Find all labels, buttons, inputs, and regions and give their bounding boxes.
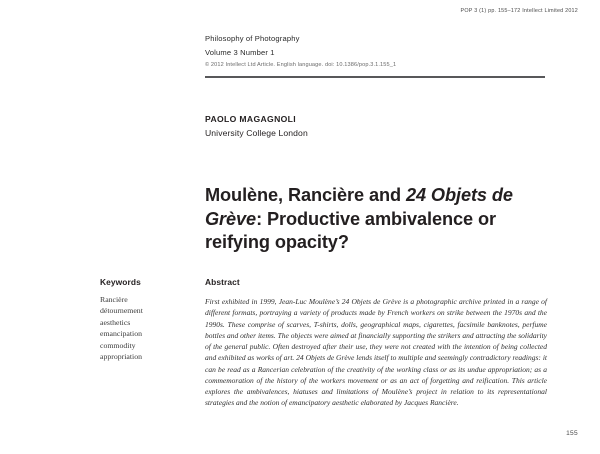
article-title-italic-work: 24 Objets de Grève [205, 185, 513, 229]
keyword-item: emancipation [100, 329, 142, 339]
journal-identity-block [205, 34, 545, 68]
article-title-segment-1: Moulène, Rancière and [205, 185, 406, 206]
article-title [205, 184, 545, 254]
keyword-item: aesthetics [100, 317, 131, 327]
header-divider-rule [205, 76, 545, 78]
author-block [205, 114, 545, 138]
running-head: POP 3 (1) pp. 155–172 Intellect Limited 2012 [460, 8, 578, 14]
keywords-block [100, 277, 190, 362]
journal-title: Philosophy of Photography [205, 34, 300, 43]
article-title-segment-2: : Productive ambivalence or reifying opacity? [205, 208, 496, 253]
author-name: PAOLO MAGAGNOLI [205, 114, 297, 124]
abstract-heading: Abstract [205, 277, 240, 287]
journal-volume-issue: Volume 3 Number 1 [205, 48, 275, 57]
abstract-text: First exhibited in 1999, Jean-Luc Moulène’s 24 Objets de Grève is a photographic archive printed in a range of different formats, portraying a variety of products made by French workers on strike between the 1970s and the 1990s. These comprise of scarves, T-shirts, dolls, geographical maps, cigarettes, facsimile banknotes, perfume bottles and other items. The objects were aimed at financially supporting the strikers and attracting the solidarity of the general public. Often destroyed after their use, they were not created with the intention of being collected and exhibited as works of art. 24 Objets de Grève lends itself to multiple and seemingly contradictory readings: it can be read as a Rancerian celebration of the creativity of the working class or as its undue appropriation; as a commemoration of the history of the workers movement or as an act of forgetting and reification. This article explores the ambivalences, hiatuses and limitations of Moulène’s project in relation to its representational strategies and the notion of emancipatory aesthetic elaborated by Jacques Rancière. [205, 297, 547, 408]
keyword-item: Rancière [100, 295, 128, 304]
page-number: 155 [566, 430, 578, 437]
keyword-item: commodity [100, 340, 136, 350]
keywords-heading: Keywords [100, 277, 141, 287]
abstract-block [205, 277, 547, 409]
keyword-item: détournement [100, 306, 143, 316]
keyword-item: appropriation [100, 351, 143, 361]
author-affiliation: University College London [205, 128, 308, 138]
keywords-list [100, 294, 190, 362]
copyright-doi-line: © 2012 Intellect Ltd Article. English language. doi: 10.1386/pop.3.1.155_1 [205, 62, 397, 68]
